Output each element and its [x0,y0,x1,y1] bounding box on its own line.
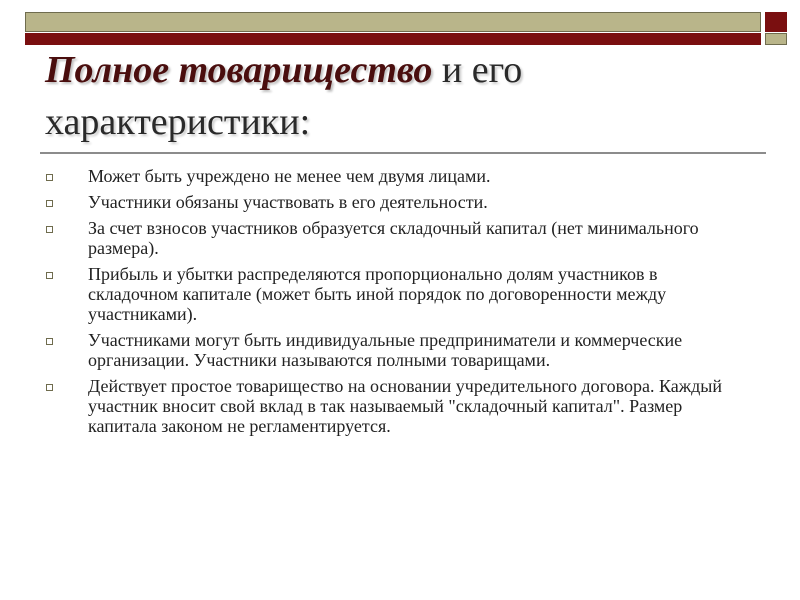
hollow-square-icon [46,338,53,345]
hollow-square-icon [46,272,53,279]
slide-title [45,44,765,148]
top-accent-bar-olive [25,12,761,32]
list-item [40,192,740,212]
list-item [40,264,740,324]
hollow-square-icon [46,226,53,233]
list-item [40,166,740,186]
list-item-text: Прибыль и убытки распределяются пропорционально долям участников в складочном капитале (может быть иной порядок по договоренности между участниками). [88,264,667,324]
list-item [40,218,740,258]
list-item-text: Может быть учреждено не менее чем двумя лицами. [88,166,491,186]
slide-title-line2: характеристики: [45,101,311,143]
corner-accent-olive [765,33,787,45]
list-item-text: Участниками могут быть индивидуальные предприниматели и коммерческие организации. Участники называются полными товарищами. [88,330,683,370]
list-item-text: За счет взносов участников образуется складочный капитал (нет минимального размера). [88,218,699,258]
list-item-text: Действует простое товарищество на основании учредительного договора. Каждый участник вносит свой вклад в так называемый "складочный капитал". Размер капитала законом не регламентируется. [88,376,723,436]
hollow-square-icon [46,174,53,181]
list-item-text: Участники обязаны участвовать в его деятельности. [88,192,488,212]
corner-accent-maroon [765,12,787,32]
hollow-square-icon [46,200,53,207]
title-divider [40,152,766,154]
list-item [40,330,740,370]
slide-title-emphasis: Полное товарищество [45,49,433,91]
list-item [40,376,740,436]
slide-title-rest: и его [432,49,523,91]
hollow-square-icon [46,384,53,391]
bullet-list [40,166,740,442]
